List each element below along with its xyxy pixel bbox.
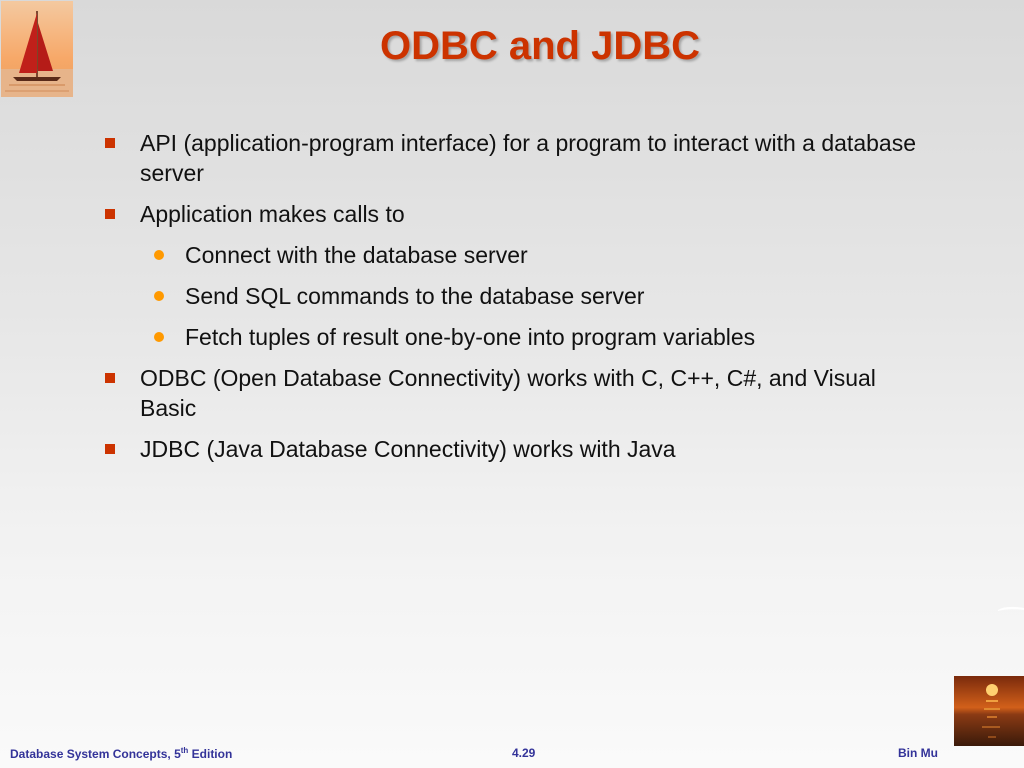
square-bullet-icon	[105, 444, 115, 454]
round-bullet-icon	[154, 291, 164, 301]
bullet-text: Application makes calls to	[140, 201, 405, 227]
footer-author: Bin Mu	[898, 746, 938, 760]
square-bullet-icon	[105, 138, 115, 148]
sunset-image	[954, 676, 1024, 746]
bullet-text: API (application-program interface) for a program to interact with a database server	[140, 130, 916, 186]
square-bullet-icon	[105, 373, 115, 383]
bullet-text: Send SQL commands to the database server	[185, 283, 645, 309]
round-bullet-icon	[154, 332, 164, 342]
footer-book-title: Database System Concepts, 5th Edition	[10, 746, 233, 761]
bullet-text: JDBC (Java Database Connectivity) works with Java	[140, 436, 676, 462]
bullet-item	[100, 434, 920, 464]
sub-bullet-item	[100, 322, 920, 352]
sub-bullet-item	[100, 240, 920, 270]
bullet-item	[100, 128, 920, 188]
bullet-text: ODBC (Open Database Connectivity) works with C, C++, C#, and Visual Basic	[140, 365, 876, 421]
bullet-list	[100, 128, 920, 475]
bullet-item	[100, 363, 920, 423]
bullet-text: Fetch tuples of result one-by-one into program variables	[185, 324, 756, 350]
footer-page-number: 4.29	[512, 746, 536, 760]
square-bullet-icon	[105, 209, 115, 219]
wave-decoration	[998, 605, 1024, 613]
round-bullet-icon	[154, 250, 164, 260]
bullet-text: Connect with the database server	[185, 242, 528, 268]
bullet-item	[100, 199, 920, 229]
slide-title: ODBC and JDBC	[379, 24, 701, 68]
sub-bullet-item	[100, 281, 920, 311]
